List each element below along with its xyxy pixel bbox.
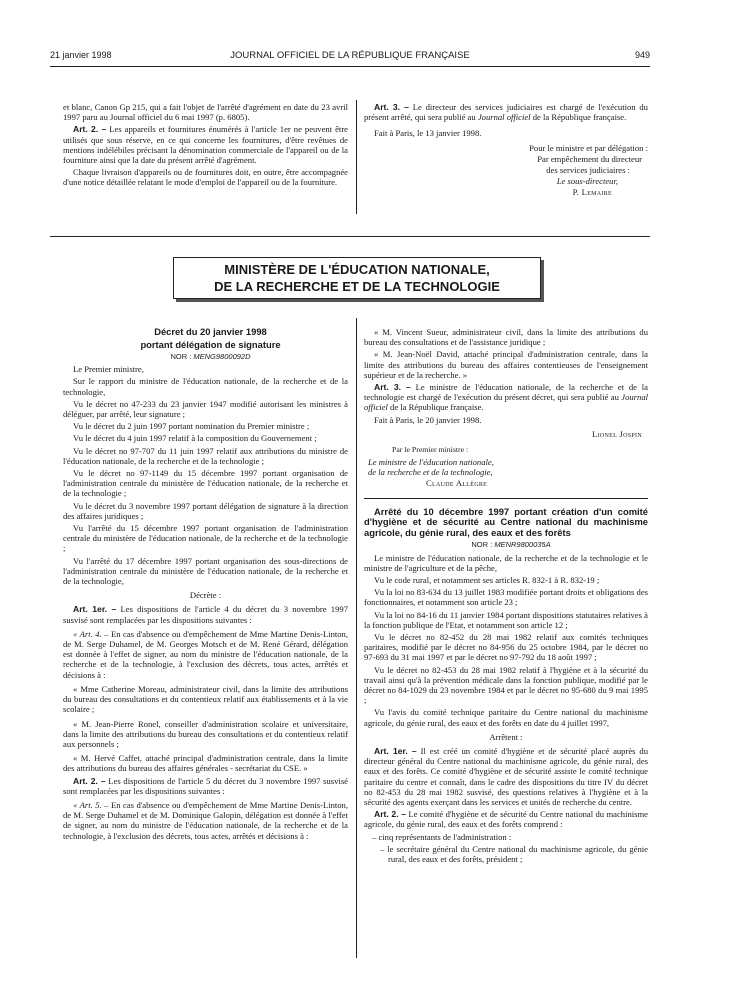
header-date: 21 janvier 1998 xyxy=(50,50,112,60)
paragraph xyxy=(63,124,348,165)
par-premier-ministre: Par le Premier ministre : xyxy=(392,445,469,455)
article-label: Art. 3. – xyxy=(374,102,409,112)
section-rule xyxy=(364,498,648,499)
decree-subtitle: portant délégation de signature xyxy=(140,338,281,350)
paragraph: Vu le décret no 47-233 du 23 janvier 1947 modifié autorisant les ministres à déléguer, par arrêté, leur signature ; xyxy=(63,398,348,420)
journal-name: Journal officiel xyxy=(477,112,531,123)
decrete-line: Décrète : xyxy=(189,590,222,601)
paragraph: « M. Vincent Sueur, administrateur civil, dans la limite des attributions du bureau des consultations et de l'assistance juridique ; xyxy=(364,327,648,348)
paragraph xyxy=(63,629,348,680)
paragraph xyxy=(63,604,348,624)
paragraph: Vu le décret no 82-452 du 28 mai 1982 relatif aux comités techniques paritaires, modifié par le décret no 84-956 du 25 octobre 1984, par le décret no 97-693 du 31 mai 1997 et par le décret no 97-792 du 18 août 1997 ; xyxy=(364,631,648,663)
paragraph: Vu le décret du 2 juin 1997 portant nomination du Premier ministre ; xyxy=(73,421,310,432)
paragraph: « M. Hervé Caffet, attaché principal d'administration centrale, dans la limite des attributions du bureau des affaires générales - secrétariat du CSE. » xyxy=(63,753,348,774)
paragraph: « Mme Catherine Moreau, administrateur civil, dans la limite des attributions du bureau des consultations et du contentieux relatif aux établissements et à la vie scolaire ; xyxy=(63,683,348,715)
article-text: Le directeur des services judiciaires est chargé de l'exécution du présent arrêté, qui sera publié au xyxy=(364,102,648,123)
paragraph xyxy=(63,776,348,796)
signature-line: Par empêchement du directeur xyxy=(537,153,642,164)
article-label: « Art. 4. xyxy=(73,628,102,639)
minister-line: Le ministre de l'éducation nationale, xyxy=(368,457,494,468)
arretent-line: Arrêtent : xyxy=(489,731,523,742)
article-text: de la République française. xyxy=(387,402,484,413)
paragraph xyxy=(364,809,648,829)
signature-line: Le sous-directeur, xyxy=(556,175,618,186)
article-text: Le comité d'hygiène et de sécurité du Centre national du machinisme agricole, du génie rural, des eaux et des forêts comprend : xyxy=(364,809,648,830)
signer-name: Lionel Jospin xyxy=(592,428,642,439)
nor-code: MENG9800092D xyxy=(193,352,251,361)
decree-title: Décret du 20 janvier 1998 xyxy=(154,326,267,337)
ministry-line: MINISTÈRE DE L'ÉDUCATION NATIONALE, xyxy=(224,262,490,277)
nor-label: NOR : xyxy=(170,352,194,361)
paragraph xyxy=(364,102,648,122)
right-column xyxy=(364,327,648,866)
signature-line: des services judiciaires : xyxy=(546,164,630,175)
paragraph: Sur le rapport du ministre de l'éducation nationale, de la recherche et de la technologie, xyxy=(63,376,348,397)
paragraph: Vu le code rural, et notamment ses articles R. 832-1 à R. 832-19 ; xyxy=(374,574,600,585)
article-label: Art. 1er. – xyxy=(374,746,417,756)
header-journal-title: JOURNAL OFFICIEL DE LA RÉPUBLIQUE FRANÇAISE xyxy=(230,50,470,61)
paragraph: Vu le décret no 97-707 du 11 juin 1997 relatif aux attributions du ministre de l'éducation nationale, de la recherche et de la technologie ; xyxy=(63,445,348,466)
fait-line: Fait à Paris, le 20 janvier 1998. xyxy=(374,414,482,425)
paragraph: Vu la loi no 84-16 du 11 janvier 1984 portant dispositions statutaires relatives à la fonction publique de l'Etat, et notamment son article 12 ; xyxy=(364,609,648,630)
signer-name: P. Lemaire xyxy=(572,186,612,197)
article-text: – En cas d'absence ou d'empêchement de Mme Martine Denis-Linton, de M. Serge Duhamel et de M. Dominique Galopin, délégation est donnée à l'effet de signer, au nom du ministre de l'éducation nationale, de la recherche et de la technologie, à l'exclusion des décrets, tous actes, arrêtés et décisions à : xyxy=(63,799,349,841)
ministry-line: DE LA RECHERCHE ET DE LA TECHNOLOGIE xyxy=(214,279,500,294)
nor-code: MENR9800035A xyxy=(494,540,551,550)
running-header xyxy=(50,50,650,64)
left-column xyxy=(63,327,348,843)
paragraph: Le ministre de l'éducation nationale, de la recherche et de la technologie et le ministre de l'agriculture et de la pêche, xyxy=(364,552,648,573)
article-label: Art. 2. – xyxy=(73,124,107,135)
paragraph: Vu l'avis du comité technique paritaire du Centre national du machinisme agricole, du génie rural, des eaux et des forêts en date du 4 juillet 1997, xyxy=(364,707,648,728)
paragraph xyxy=(364,746,648,807)
paragraph: Vu la loi no 83-634 du 13 juillet 1983 modifiée portant droits et obligations des fonctionnaires, et notamment son article 23 ; xyxy=(364,587,648,608)
paragraph: « M. Jean-Noël David, attaché principal d'administration centrale, dans la limite des attributions du bureau des affaires contentieuses de l'enseignement supérieur et de la recherche. » xyxy=(364,349,648,380)
journal-name: Journal officiel xyxy=(364,392,648,413)
paragraph: Le Premier ministre, xyxy=(73,364,144,375)
arrete-title: Arrêté du 10 décembre 1997 portant création d'un comité d'hygiène et de sécurité au Centre national du machinisme agricole, du génie rural, des eaux et des forêts xyxy=(364,505,648,538)
signature-block xyxy=(364,143,648,198)
top-right-column xyxy=(364,102,648,198)
article-label: Art. 2. – xyxy=(374,809,406,820)
article-text: – En cas d'absence ou d'empêchement de Mme Martine Denis-Linton, de M. Serge Duhamel, de M. Georges Motsch et de M. René Gérard, délégation est donnée à l'effet de signer, au nom du ministre de l'éducation nationale, de la recherche et de la technologie, à l'exclusion des décrets, tous actes, arrêtés et décisions à : xyxy=(63,628,349,680)
article-label: Art. 1er. – xyxy=(73,604,117,615)
paragraph: Vu l'arrêté du 17 décembre 1997 portant organisation des sous-directions de l'administration centrale du ministère de l'éducation nationale, de la recherche et de la technologie, xyxy=(63,555,348,587)
nor-reference xyxy=(364,540,648,550)
article-label: Art. 2. – xyxy=(73,775,106,786)
paragraph: Chaque livraison d'appareils ou de fournitures doit, en outre, être accompagnée d'une notice détaillée relatant le mode d'emploi de l'appareil ou de la fourniture. xyxy=(63,167,348,188)
article-text: Il est créé un comité d'hygiène et de sécurité placé auprès du directeur général du Centre national du machinisme agricole, du génie rural, des eaux et des forêts. Ce comité d'hygiène et de sécurité assiste le comité technique paritaire du centre et connaît, dans le cadre des dispositions du titre IV du décret no 82-453 du 28 mai 1982 susvisé, des questions relatives à l'hygiène et à la sécurité des agents exerçant dans les services et unités de recherche du centre. xyxy=(364,746,649,808)
ministry-heading-box xyxy=(173,257,541,299)
article-label: « Art. 5. xyxy=(73,799,102,810)
header-page-number: 949 xyxy=(634,50,650,60)
article-text: Le ministre de l'éducation nationale, de la recherche et de la technologie est chargé de l'exécution du présent décret, qui sera publié au xyxy=(364,382,648,403)
paragraph: Vu le décret no 97-1149 du 15 décembre 1997 portant organisation de l'administration centrale du ministère de l'éducation nationale, de la recherche et de la technologie ; xyxy=(63,468,348,499)
column-separator xyxy=(356,100,357,214)
article-text: Les dispositions de l'article 5 du décret du 3 novembre 1997 susvisé sont remplacées par les dispositions suivantes : xyxy=(63,775,348,796)
nor-label: NOR : xyxy=(471,540,495,550)
paragraph: et blanc, Canon Gp 215, qui a fait l'objet de l'arrêté d'agrément en date du 23 avril 1997 paru au Journal officiel du 6 mai 1997 (p. 6805). xyxy=(63,102,348,123)
list-item: – cinq représentants de l'administration : xyxy=(372,831,512,842)
nor-reference xyxy=(63,352,348,362)
list-item: – le secrétaire général du Centre national du machinisme agricole, du génie rural, des eaux et des forêts, président ; xyxy=(380,843,648,865)
paragraph xyxy=(364,382,648,413)
paragraph xyxy=(63,800,348,841)
top-left-column xyxy=(63,102,348,190)
paragraph: Vu le décret no 82-453 du 28 mai 1982 relatif à l'hygiène et à la sécurité du travail ainsi qu'à la prévention médicale dans la fonction publique, modifié par le décret no 84-1029 du 23 novembre 1984 et par le décret no 95-680 du 9 mai 1995 ; xyxy=(364,664,648,706)
paragraph: Vu le décret du 4 juin 1997 relatif à la composition du Gouvernement ; xyxy=(73,433,317,444)
signature-line: Pour le ministre et par délégation : xyxy=(529,142,648,153)
paragraph: Vu l'arrêté du 15 décembre 1997 portant organisation de l'administration centrale du ministère de l'éducation nationale, de la recherche et de la technologie ; xyxy=(63,523,348,554)
column-separator xyxy=(356,318,357,958)
article-label: Art. 3. – xyxy=(374,382,411,393)
signer-name: Claude Allègre xyxy=(426,477,488,488)
article-text: Les appareils et fournitures énumérés à l'article 1er ne peuvent être utilisés que sous réserve, en ce qui concerne les fournitures, d'être revêtues de mentions indélébiles précisant la dénomination commerciale de l'appareil ou de la fourniture ainsi que la date du présent arrêté d'agrément. xyxy=(63,124,348,166)
section-rule xyxy=(50,236,650,237)
header-rule xyxy=(50,66,650,67)
paragraph: « M. Jean-Pierre Ronel, conseiller d'administration scolaire et universitaire, dans la limite des attributions du bureau des consultations et du contentieux relatif aux personnels ; xyxy=(63,718,348,749)
minister-line: de la recherche et de la technologie, xyxy=(368,467,493,478)
article-text: Les dispositions de l'article 4 du décret du 3 novembre 1997 susvisé sont remplacées par les dispositions suivantes : xyxy=(63,604,348,625)
fait-line: Fait à Paris, le 13 janvier 1998. xyxy=(374,128,482,139)
article-text: de la République française. xyxy=(530,112,627,123)
paragraph: Vu le décret du 3 novembre 1997 portant délégation de signature à la direction des affaires juridiques ; xyxy=(63,500,348,521)
